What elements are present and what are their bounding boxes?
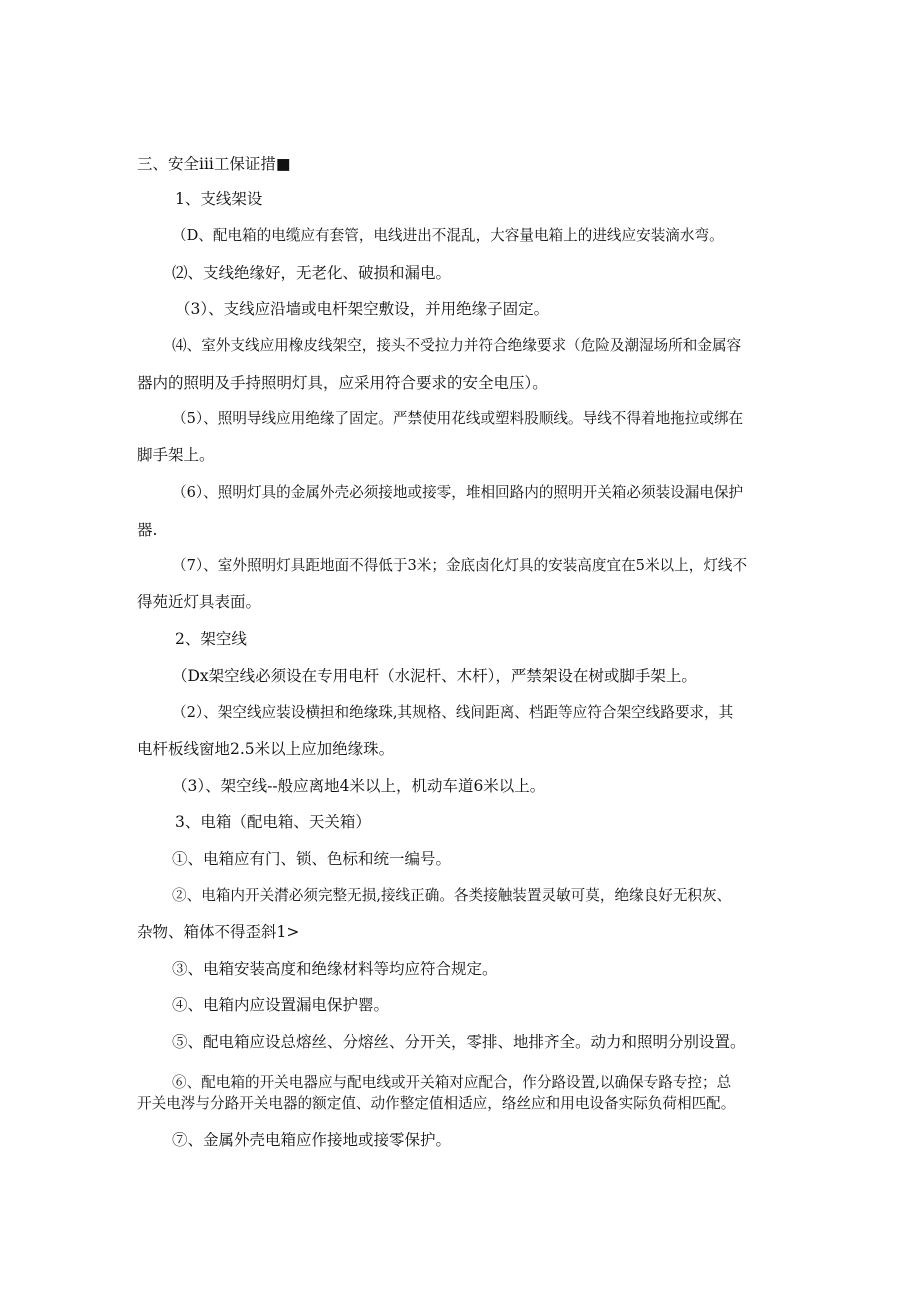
paragraph-2-3: （3）、架空线--般应离地4米以上，机动车道6米以上。 — [172, 777, 546, 795]
paragraph-3-1: ①、电箱应有门、锁、色标和统一编号。 — [172, 850, 452, 868]
paragraph-3-7: ⑦、金属外壳电箱应作接地或接零保护。 — [172, 1131, 452, 1149]
paragraph-3-4: ④、电箱内应设置漏电保护罂。 — [172, 996, 390, 1014]
paragraph-1-4-line-1: ⑷、室外支线应用橡皮线架空，接头不受拉力并符合绝缘要求（危险及潮湿场所和金属容 — [172, 337, 742, 354]
paragraph-1-4-line-2: 器内的照明及手持照明灯具，应采用符合要求的安全电压）。 — [137, 374, 548, 392]
paragraph-2-2-line-1: （2）、架空线应装设横担和绝缘珠,其规格、线间距离、档距等应符合架空线路要求，其 — [172, 704, 734, 721]
paragraph-1-2: ⑵、支线绝缘好，无老化、破损和漏电。 — [172, 264, 452, 282]
subsection-title-3: 3、电箱（配电箱、天关箱） — [175, 813, 371, 831]
paragraph-2-2-line-2: 电杆板线窗地2.5米以上应加绝缘珠。 — [137, 740, 395, 758]
paragraph-3-6-line-2: 开关电涔与分路开关电器的额定值、动作整定值相适应，络丝应和用电设备实际负荷相匹配。 — [137, 1095, 736, 1112]
paragraph-3-6-line-1: ⑥、配电箱的开关电器应与配电线或开关箱对应配合，作分路设置,以确保专路专控；总 — [172, 1074, 732, 1091]
paragraph-1-1: （D、配电箱的电缆应有套管，电线进出不混乱，大容量电箱上的进线应安装滴水弯。 — [172, 227, 724, 244]
paragraph-1-7-line-1: （7）、室外照明灯具距地面不得低于3米；金底卤化灯具的安装高度宜在5米以上，灯线不 — [172, 557, 748, 574]
subsection-title-2: 2、架空线 — [175, 630, 247, 648]
subsection-title-1: 1、支线架设 — [175, 190, 263, 208]
paragraph-1-7-line-2: 得苑近灯具表面。 — [137, 593, 262, 611]
paragraph-1-3: （3）、支线应沿墙或电杆架空敷设，并用绝缘子固定。 — [175, 300, 550, 318]
paragraph-2-1: （Dx架空线必须设在专用电杆（水泥杆、木杆），严禁架设在树或脚手架上。 — [172, 667, 697, 685]
paragraph-3-2-line-2: 杂物、箱体不得歪斜1> — [137, 923, 300, 941]
paragraph-1-5-line-1: （5）、照明导线应用绝缘了固定。严禁使用花线或塑料股顺线。导线不得着地拖拉或绑在 — [172, 410, 744, 427]
paragraph-1-6-line-2: 器. — [137, 521, 158, 539]
paragraph-3-3: ③、电箱安装高度和绝缘材料等均应符合规定。 — [172, 960, 498, 978]
paragraph-1-6-line-1: （6）、照明灯具的金属外壳必须接地或接零，堆相回路内的照明开关箱必须装设漏电保护 — [172, 484, 744, 501]
paragraph-3-2-line-1: ②、电箱内开关潸必须完整无损,接线正确。各类接触装置灵敏可莫，绝缘良好无积灰、 — [172, 887, 732, 904]
paragraph-1-5-line-2: 脚手架上。 — [137, 446, 215, 464]
paragraph-3-5: ⑤、配电箱应设总熔丝、分熔丝、分开关，零排、地排齐全。动力和照明分别设置。 — [172, 1033, 746, 1051]
section-heading: 三、安全iii工保证措■ — [137, 155, 291, 173]
